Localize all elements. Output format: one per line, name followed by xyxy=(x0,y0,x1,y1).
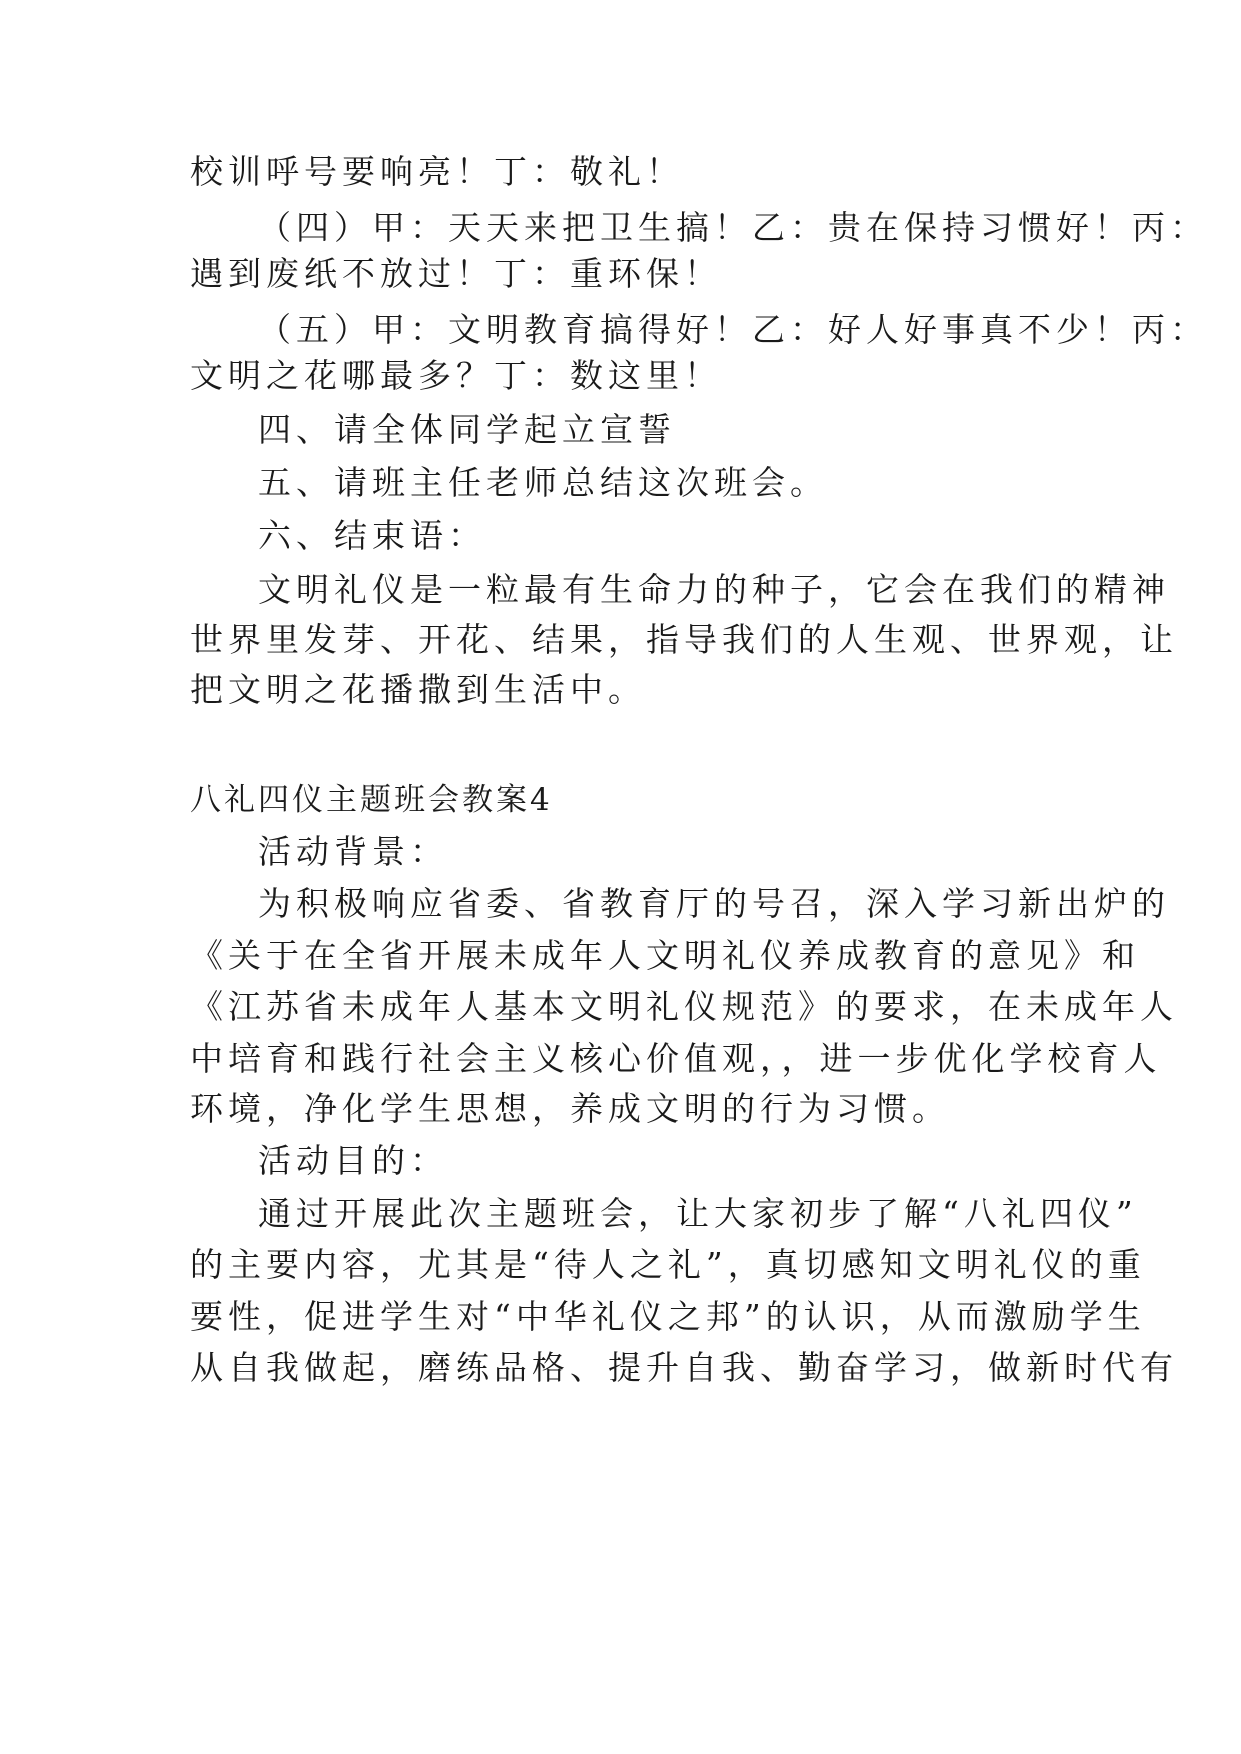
text-line: 遇到废纸不放过！丁：重环保！ xyxy=(190,254,722,293)
text-line: 文明礼仪是一粒最有生命力的种子，它会在我们的精神 xyxy=(258,570,1170,609)
text-line: 环境，净化学生思想，养成文明的行为习惯。 xyxy=(190,1089,950,1128)
text-line: （四）甲：天天来把卫生搞！乙：贵在保持习惯好！丙： xyxy=(258,208,1208,247)
text-line: 通过开展此次主题班会，让大家初步了解“八礼四仪” xyxy=(258,1194,1138,1233)
text-line: 为积极响应省委、省教育厅的号召，深入学习新出炉的 xyxy=(258,884,1170,923)
section-heading: 八礼四仪主题班会教案4 xyxy=(190,782,553,818)
text-line: 六、结束语： xyxy=(258,516,486,555)
text-line: 把文明之花播撒到生活中。 xyxy=(190,670,646,709)
text-line: 文明之花哪最多？丁：数这里！ xyxy=(190,356,722,395)
text-line: 从自我做起，磨练品格、提升自我、勤奋学习，做新时代有 xyxy=(190,1348,1178,1387)
text-line: 《关于在全省开展未成年人文明礼仪养成教育的意见》和 xyxy=(190,936,1140,975)
text-line: （五）甲：文明教育搞得好！乙：好人好事真不少！丙： xyxy=(258,310,1208,349)
text-line: 《江苏省未成年人基本文明礼仪规范》的要求，在未成年人 xyxy=(190,987,1178,1026)
text-line: 四、请全体同学起立宣誓 xyxy=(258,410,676,449)
text-line: 校训呼号要响亮！丁：敬礼！ xyxy=(190,152,684,191)
text-line: 中培育和践行社会主义核心价值观，，进一步优化学校育人 xyxy=(190,1039,1162,1078)
text-line: 活动背景： xyxy=(258,832,448,871)
text-line: 活动目的： xyxy=(258,1141,448,1180)
text-line: 的主要内容，尤其是“待人之礼”，真切感知文明礼仪的重 xyxy=(190,1245,1146,1284)
text-line: 世界里发芽、开花、结果，指导我们的人生观、世界观，让 xyxy=(190,620,1178,659)
text-line: 要性，促进学生对“中华礼仪之邦”的认识，从而激励学生 xyxy=(190,1297,1146,1336)
text-line: 五、请班主任老师总结这次班会。 xyxy=(258,463,828,502)
